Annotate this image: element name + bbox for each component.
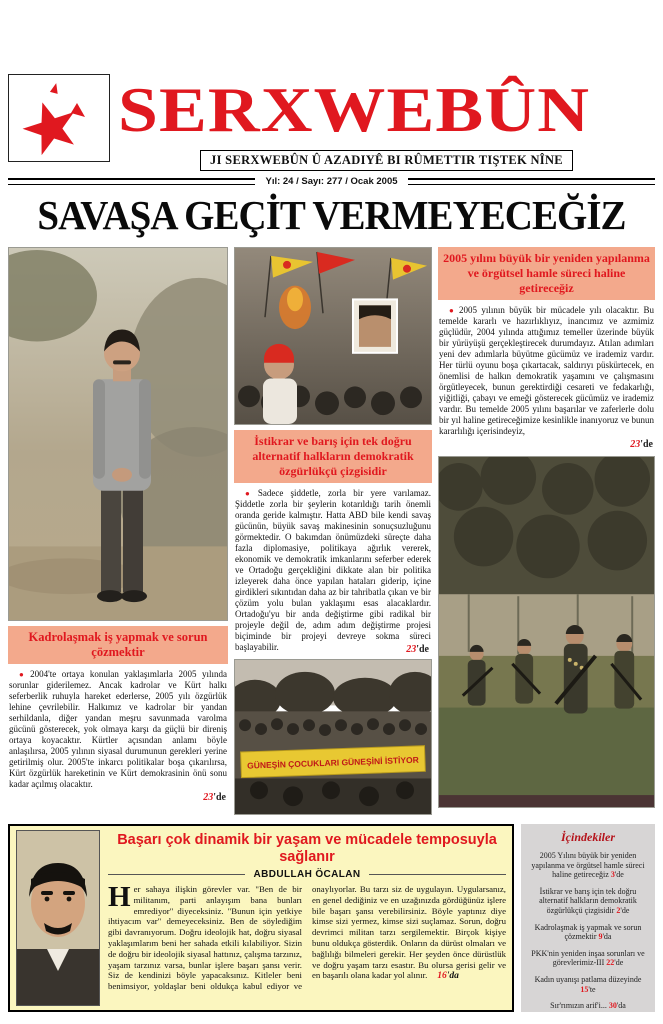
page-number: 2 xyxy=(616,905,621,915)
article-jump-middle: 23'de xyxy=(406,644,429,655)
masthead-motto: JI SERXWEBÛN Û AZADIYÊ BI RÛMETTIR TIŞTEK NÎNE xyxy=(200,150,573,171)
red-star-icon xyxy=(11,77,107,159)
feature-title: Başarı çok dinamik bir yaşam ve mücadele temposuyla sağlanır xyxy=(117,832,497,865)
front-columns xyxy=(8,247,655,815)
contents-item: İstikrar ve barış için tek doğru alternatif halkların demokratik özgürlükçü çizgisidir 2'de xyxy=(539,886,637,915)
issue-text: Yıl: 24 / Sayı: 277 / Ocak 2005 xyxy=(265,176,398,187)
feature-main xyxy=(108,830,506,1006)
column-right xyxy=(438,247,655,815)
issue-rule-right xyxy=(408,178,655,185)
dropcap: H xyxy=(108,881,131,913)
feature-text xyxy=(108,881,506,992)
bullet-icon: ● xyxy=(449,306,456,315)
article-headline-right: 2005 yılını büyük bir yeniden yapılanma ve örgütsel hamle süreci haline getireceğiz xyxy=(438,247,655,300)
author-rule-right xyxy=(369,874,506,875)
feature-photo-ocalan-portrait xyxy=(16,830,100,1006)
photo-demonstration xyxy=(234,247,432,425)
bottom-band xyxy=(8,824,655,1012)
photo-guerrillas xyxy=(438,456,655,808)
article-body-right: ● 2005 yılının büyük bir mücadele yılı olacaktır. Bu temelde kararlı ve hazırlıklıyız, inancımız ve azmimiz güçlüdür, 2004 yılında attığımız temeller üzerinde büyük bir yürüyüşü gerçekleştirecek durumdayız. Atılan adımları yeni dev adımlarla büyütme gücümüz ve irademiz vardır. Her türlü oyunu boşa çıkartacak, saldırıyı püskürtecek, en önemlisi de halkın demokratik yaşamını ve çalışmasını örgütleyecek, bunun gerektirdiği cesareti ve fedakarlığı, yiğitliği, çabayı ve emeği gösterecek gücümüz ve irademiz vardır. Bu temelde 2005 yılını başarılar ve zaferlerle dolu bir yıl haline getireceğimize kesinlikle inanıyoruz ve bunun kararlılığı içerisindeyiz, xyxy=(439,305,654,436)
article-body-left: ● 2004'te ortaya konulan yaklaşımlarla 2005 yılında sorunlar giderilemez. Ancak kadrolar ve Kürt halkı seferberlik ruhuyla hareket ederlerse, 2005 yılı özgürlük lehine çevrilebilir. Halkımız ve kadrolar bir yandan serhildanla, diğer yandan meşru savunmada varolma gücünü gösterecek, yok olmaya karşı da güçlü bir direniş ortaya koyacaktır. Kürtler açısından anlamı böyle anlaşılırsa, 2005 yılının siyasal durumunun gerekleri yerine getirilmiş olur. 2005'te inkarcı politikalar boşa çıkarılırsa, Kürt özgürlük hareketinin ve Kürt demokrasinin önü sonu kadar açılmış olacaktır. xyxy=(9,669,227,789)
article-headline-left: Kadrolaşmak iş yapmak ve sorun çözmektir xyxy=(8,626,228,664)
article-headline-middle: İstikrar ve barış için tek doğru alternatif halkların demokratik özgürlükçü çizgisidir xyxy=(234,430,432,483)
masthead-title-area xyxy=(118,74,655,171)
issue-rule-left xyxy=(8,178,255,185)
article-jump-left: 23'de xyxy=(203,792,226,803)
banner-text: GÜNEŞİN ÇOCUKLARI GÜNEŞİNİ İSTİYOR xyxy=(247,754,419,771)
bullet-icon: ● xyxy=(19,670,28,679)
feature-column-1: er sahaya ilişkin görevler var. "Ben de bir militanım, parti anlayışım bana bunları emrediyor" diyeceksiniz. "Bunun için yetkiye ihtiyacım var" demeyeceksiniz. Ben de söylediğim gibi davranıyorum. Doğru ideolojik hat, doğru siyasal yaklaşımlarım beni her sahada etkili kılabiliyor. Sizin de doğru bir ideolojik siyasal hattınız, çalışma tarzınız, yaşam tarzınız varsa, bunlar işlere başarı şansı verir. Siz de kendinizi böyle yapacaksınız. Kitleler beni benimsiyor, yoldaşlar beni oldukça xyxy=(108,884,302,992)
contents-item: 2005 Yılını büyük bir yeniden yapılanma ve örgütsel hamle süreci haline getireceğiz 3'de xyxy=(531,851,645,880)
author-rule-left xyxy=(108,874,245,875)
contents-item: Kadın uyanışı patlama düzeyinde 15'te xyxy=(534,974,642,994)
article-jump-right: 23'de xyxy=(630,439,653,450)
page-number: 22 xyxy=(606,958,615,968)
column-left xyxy=(8,247,228,815)
feature-box xyxy=(8,824,514,1012)
photo-banner-march xyxy=(234,659,432,815)
feature-author-row xyxy=(108,869,506,880)
page-number: 3 xyxy=(610,870,615,880)
feature-jump: 16'da xyxy=(437,971,459,982)
main-headline: SAVAŞA GEÇİT VERMEYECEĞİZ xyxy=(37,192,626,238)
contents-item: Sır'rımızın arif'i... 30'da xyxy=(550,1001,626,1011)
contents-box xyxy=(521,824,655,1012)
bullet-icon: ● xyxy=(245,489,255,498)
article-body-middle: ● Sadece şiddetle, zorla bir yere varılamaz. Şiddetle zorla bir şeylerin kotarıldığı tarih önemli oranda geride kalmıştır. Hatta ABD bile kendi savaş gücünün, büyük savaş makinesinin sonuçsuzluğunu görmektedir. O bakımdan önümüzdeki süreçte daha fazla diplomasiye, politikaya ağırlık vererek, ekonomik ve demokratik imkanlarını seferber ederek ve Ortadoğu gerçekliğini dikkate alan bir politika izleyerek daha önce yapılan hataları giderip, içine girdikleri sıkıntıdan daha az bir tahribatla çıkan ve bir çözüm yolu bulan yaklaşımı esas alacaklardır. Ortadoğu'yu bir anda değiştirme gibi radikal bir projeyle değil de, adım adım değiştirme projesi biçiminde bir projeyi devreye sokma süreci başlayabilir. 23'de xyxy=(235,488,431,655)
page-number: 9 xyxy=(598,932,603,942)
issue-line xyxy=(8,176,655,187)
photo-ocalan-standing xyxy=(8,247,228,621)
page-number: 30 xyxy=(608,1001,617,1011)
column-middle xyxy=(234,247,432,815)
contents-item: Kadrolaşmak iş yapmak ve sorun çözmektir 9'da xyxy=(534,922,642,942)
contents-item: PKK'nin yeniden inşaa sorunları ve görevlerimiz-III 22'de xyxy=(531,948,645,968)
paper-title: SERXWEBÛN xyxy=(118,74,591,145)
feature-column-2: kabul ediyor ve onaylıyorlar. Bu tarzı siz de uygulayın. Uygularsanız, en genel dediğiniz ve en uzağınızda gördüğünüz işlere bile başarı şansı verebilirsiniz. Böyle yaptınız diye kimse sizi yermez, kimse sizi suçlamaz. Sorun, doğru devrimci militan tarzı sergilemektir. Birçok kişiye bunu oldukça gösterdik. Onların da dürüst olmaları ve bağlılığı bilmeleri gerekir. Her şeyden önce dürüstlük ve doğru yaşam tarzı esastır. Bu olursa gerisi gelir ve en başarılı olana kadar yol alınır. xyxy=(242,884,506,992)
feature-author: ABDULLAH ÖCALAN xyxy=(253,869,361,880)
page-number: 15 xyxy=(580,984,589,994)
logo-box xyxy=(8,74,110,162)
masthead xyxy=(8,8,655,240)
contents-title: İçindekiler xyxy=(561,830,615,844)
